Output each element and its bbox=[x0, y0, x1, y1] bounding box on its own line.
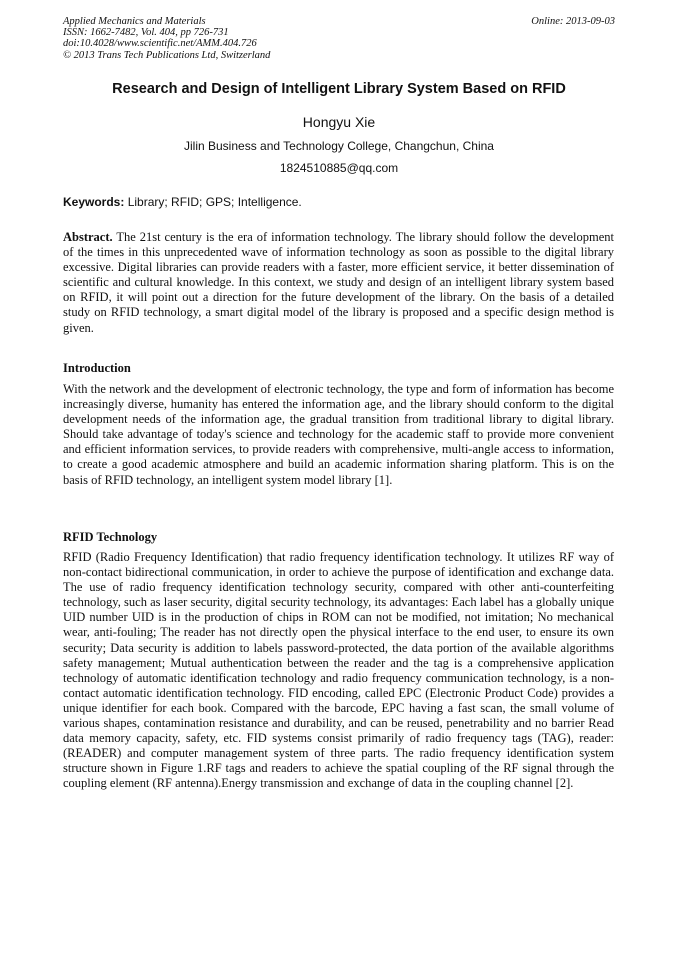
rfid-paragraph: RFID (Radio Frequency Identification) that radio frequency identification technology. It utilizes RF way of non-contact bidirectional communication, in order to achieve the purpose of identification and exchange data. The use of radio frequency identification technology security, compared with other anti-counterfeiting technology, such as laser security, digital security technology, its advantages: Each label has a globally unique UID number UID is in the production of chips in ROM can not be modified, not imitation; No mechanical wear, anti-fouling; The reader has not directly open the physical interface to the end user, to ensure its own security; Data security is addition to labels password-protected, the data portion of the available algorithms safety management; Mutual authentication between the reader and the tag is a comprehensive application technology of automatic identification technology and radio frequency communication technology, is a non-contact automatic identification technology. FID encoding, called EPC (Electronic Product Code) provides a unique identifier for each book. Compared with the barcode, EPC having a fast scan, the small volume of various shapes, contamination resistance and durability, and can be reused, penetrability and no barrier Read data memory capacity, safety, etc. FID systems consist primarily of radio frequency tags (TAG), reader: (READER) and computer management system of three parts. The radio frequency identification system structure shown in Figure 1.RF tags and readers to achieve the spatial coupling of the RF signal through the coupling element (RF antenna).Energy transmission and exchange of data in the coupling channel [2]. bbox=[63, 550, 614, 791]
abstract-text: The 21st century is the era of information technology. The library should follow the development of the times in this unprecedented wave of information technology as soon as possible to the digital library excessive. Digital libraries can provide readers with a faster, more efficient service, it better dissemination of scientific and cultural knowledge. In this context, we study and design of an intelligent library system based on RFID, it will point out a direction for the future development of the library. On the basis of a detailed study on RFID technology, a smart digital model of the library is proposed and a specific design method is given. bbox=[63, 230, 614, 335]
section-heading-introduction: Introduction bbox=[63, 361, 131, 375]
keywords bbox=[63, 195, 302, 209]
abstract-label: Abstract. bbox=[63, 230, 113, 244]
paper-title: Research and Design of Intelligent Library System Based on RFID bbox=[112, 81, 566, 97]
introduction-paragraph: With the network and the development of electronic technology, the type and form of information has become increasingly diverse, humanity has entered the information age, and the library should conform to the digital development needs of the information age, the gradual transition from traditional library to digital library. Should take advantage of today's science and technology for the academic staff to provide more convenient and efficient information services, to provide readers with comprehensive, multi-angle access to information, to create a good academic atmosphere and build an academic information sharing platform. This is on the basis of RFID technology, an intelligent system model library [1]. bbox=[63, 382, 614, 487]
journal-header bbox=[63, 16, 270, 61]
author-name: Hongyu Xie bbox=[302, 114, 376, 130]
journal-copyright: © 2013 Trans Tech Publications Ltd, Switzerland bbox=[63, 49, 271, 61]
section-body-rfid-technology bbox=[63, 550, 614, 792]
section-heading-rfid-technology: RFID Technology bbox=[63, 530, 158, 544]
keywords-label: Keywords: bbox=[63, 195, 125, 209]
online-date: Online: 2013-09-03 bbox=[531, 16, 615, 27]
author-email: 1824510885@qq.com bbox=[279, 161, 399, 175]
author-affiliation: Jilin Business and Technology College, Changchun, China bbox=[184, 139, 494, 153]
journal-name: Applied Mechanics and Materials bbox=[63, 16, 206, 27]
keywords-text: Library; RFID; GPS; Intelligence. bbox=[124, 195, 302, 209]
journal-issn: ISSN: 1662-7482, Vol. 404, pp 726-731 bbox=[63, 27, 229, 39]
journal-doi: doi:10.4028/www.scientific.net/AMM.404.726 bbox=[63, 38, 257, 50]
abstract bbox=[63, 230, 614, 336]
section-body-introduction bbox=[63, 382, 614, 488]
